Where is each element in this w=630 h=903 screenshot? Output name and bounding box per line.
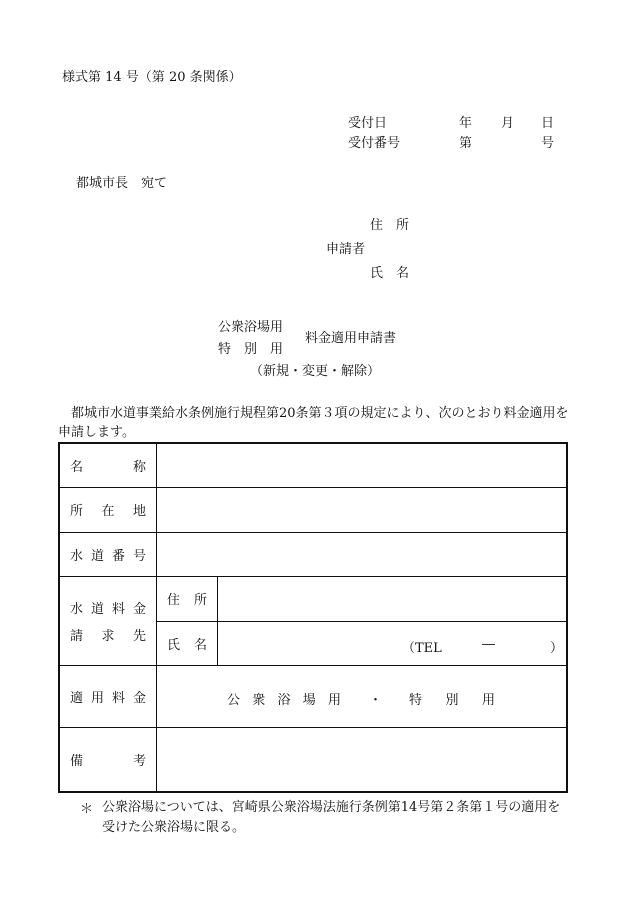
- row-applied-rate: [59, 665, 567, 727]
- footnote-text: 公衆浴場については、宮崎県公衆浴場法施行条例第14号第２条第１号の適用を受けた公衆浴場に限る。: [102, 800, 561, 835]
- billing-label: 水 道 料 金 請 求 先: [59, 576, 157, 665]
- remarks-value-cell[interactable]: [157, 727, 568, 792]
- reception-day-label: 日: [541, 116, 555, 131]
- title-sub: （新規・変更・解除）: [250, 364, 381, 379]
- title-main: 料金適用申請書: [305, 331, 397, 346]
- row-billing-address: [59, 576, 567, 621]
- applied-rate-value-cell: [157, 665, 568, 727]
- location-label: 所 在 地: [59, 487, 157, 532]
- applicant-address-label: 住 所: [370, 218, 410, 233]
- billing-name-label: 氏 名: [157, 621, 218, 665]
- form-number: 様式第 14 号（第 20 条関係）: [62, 70, 242, 85]
- location-value-cell[interactable]: [157, 487, 568, 532]
- tel-suffix: ）: [550, 640, 564, 656]
- name-value-cell[interactable]: [157, 443, 568, 487]
- tel-prefix: （TEL: [402, 640, 442, 656]
- intro-paragraph: 都城市水道事業給水条例施行規程第20条第３項の規定により、次のとおり料金適用を申請します。: [58, 406, 569, 440]
- applied-rate-label: 適 用 料 金: [59, 665, 157, 727]
- application-form-table: [58, 442, 568, 793]
- name-label-text: 名 称: [70, 459, 146, 475]
- rate-option-public-bath[interactable]: 公 衆 浴 場 用: [227, 692, 341, 708]
- tel-dash: ―: [482, 636, 495, 652]
- applicant-label: 申請者: [326, 242, 366, 257]
- row-location: [59, 487, 567, 532]
- rate-separator: ・: [369, 692, 383, 708]
- billing-name-value-cell[interactable]: [218, 621, 568, 665]
- title-public-bath: 公衆浴場用: [218, 320, 284, 335]
- reception-dai-label: 第: [459, 136, 473, 151]
- water-number-value-cell[interactable]: [157, 532, 568, 576]
- billing-address-value-cell[interactable]: [218, 576, 568, 621]
- reception-month-label: 月: [501, 116, 515, 131]
- row-remarks: [59, 727, 567, 792]
- footnote-mark: ＊: [80, 802, 94, 817]
- remarks-label: 備 考: [59, 727, 157, 792]
- addressee: 都城市長 宛て: [76, 176, 168, 191]
- row-water-number: [59, 532, 567, 576]
- reception-go-label: 号: [541, 136, 555, 151]
- reception-number-label: 受付番号: [348, 136, 401, 151]
- water-number-label: 水 道 番 号: [59, 532, 157, 576]
- name-label: [59, 443, 157, 487]
- rate-option-special[interactable]: 特 別 用: [409, 692, 495, 708]
- row-name: [59, 443, 567, 487]
- reception-year-label: 年: [459, 116, 473, 131]
- billing-address-label: 住 所: [157, 576, 218, 621]
- applicant-name-label: 氏 名: [370, 266, 410, 281]
- title-special: 特 別 用: [218, 342, 284, 357]
- reception-date-label: 受付日: [348, 116, 388, 131]
